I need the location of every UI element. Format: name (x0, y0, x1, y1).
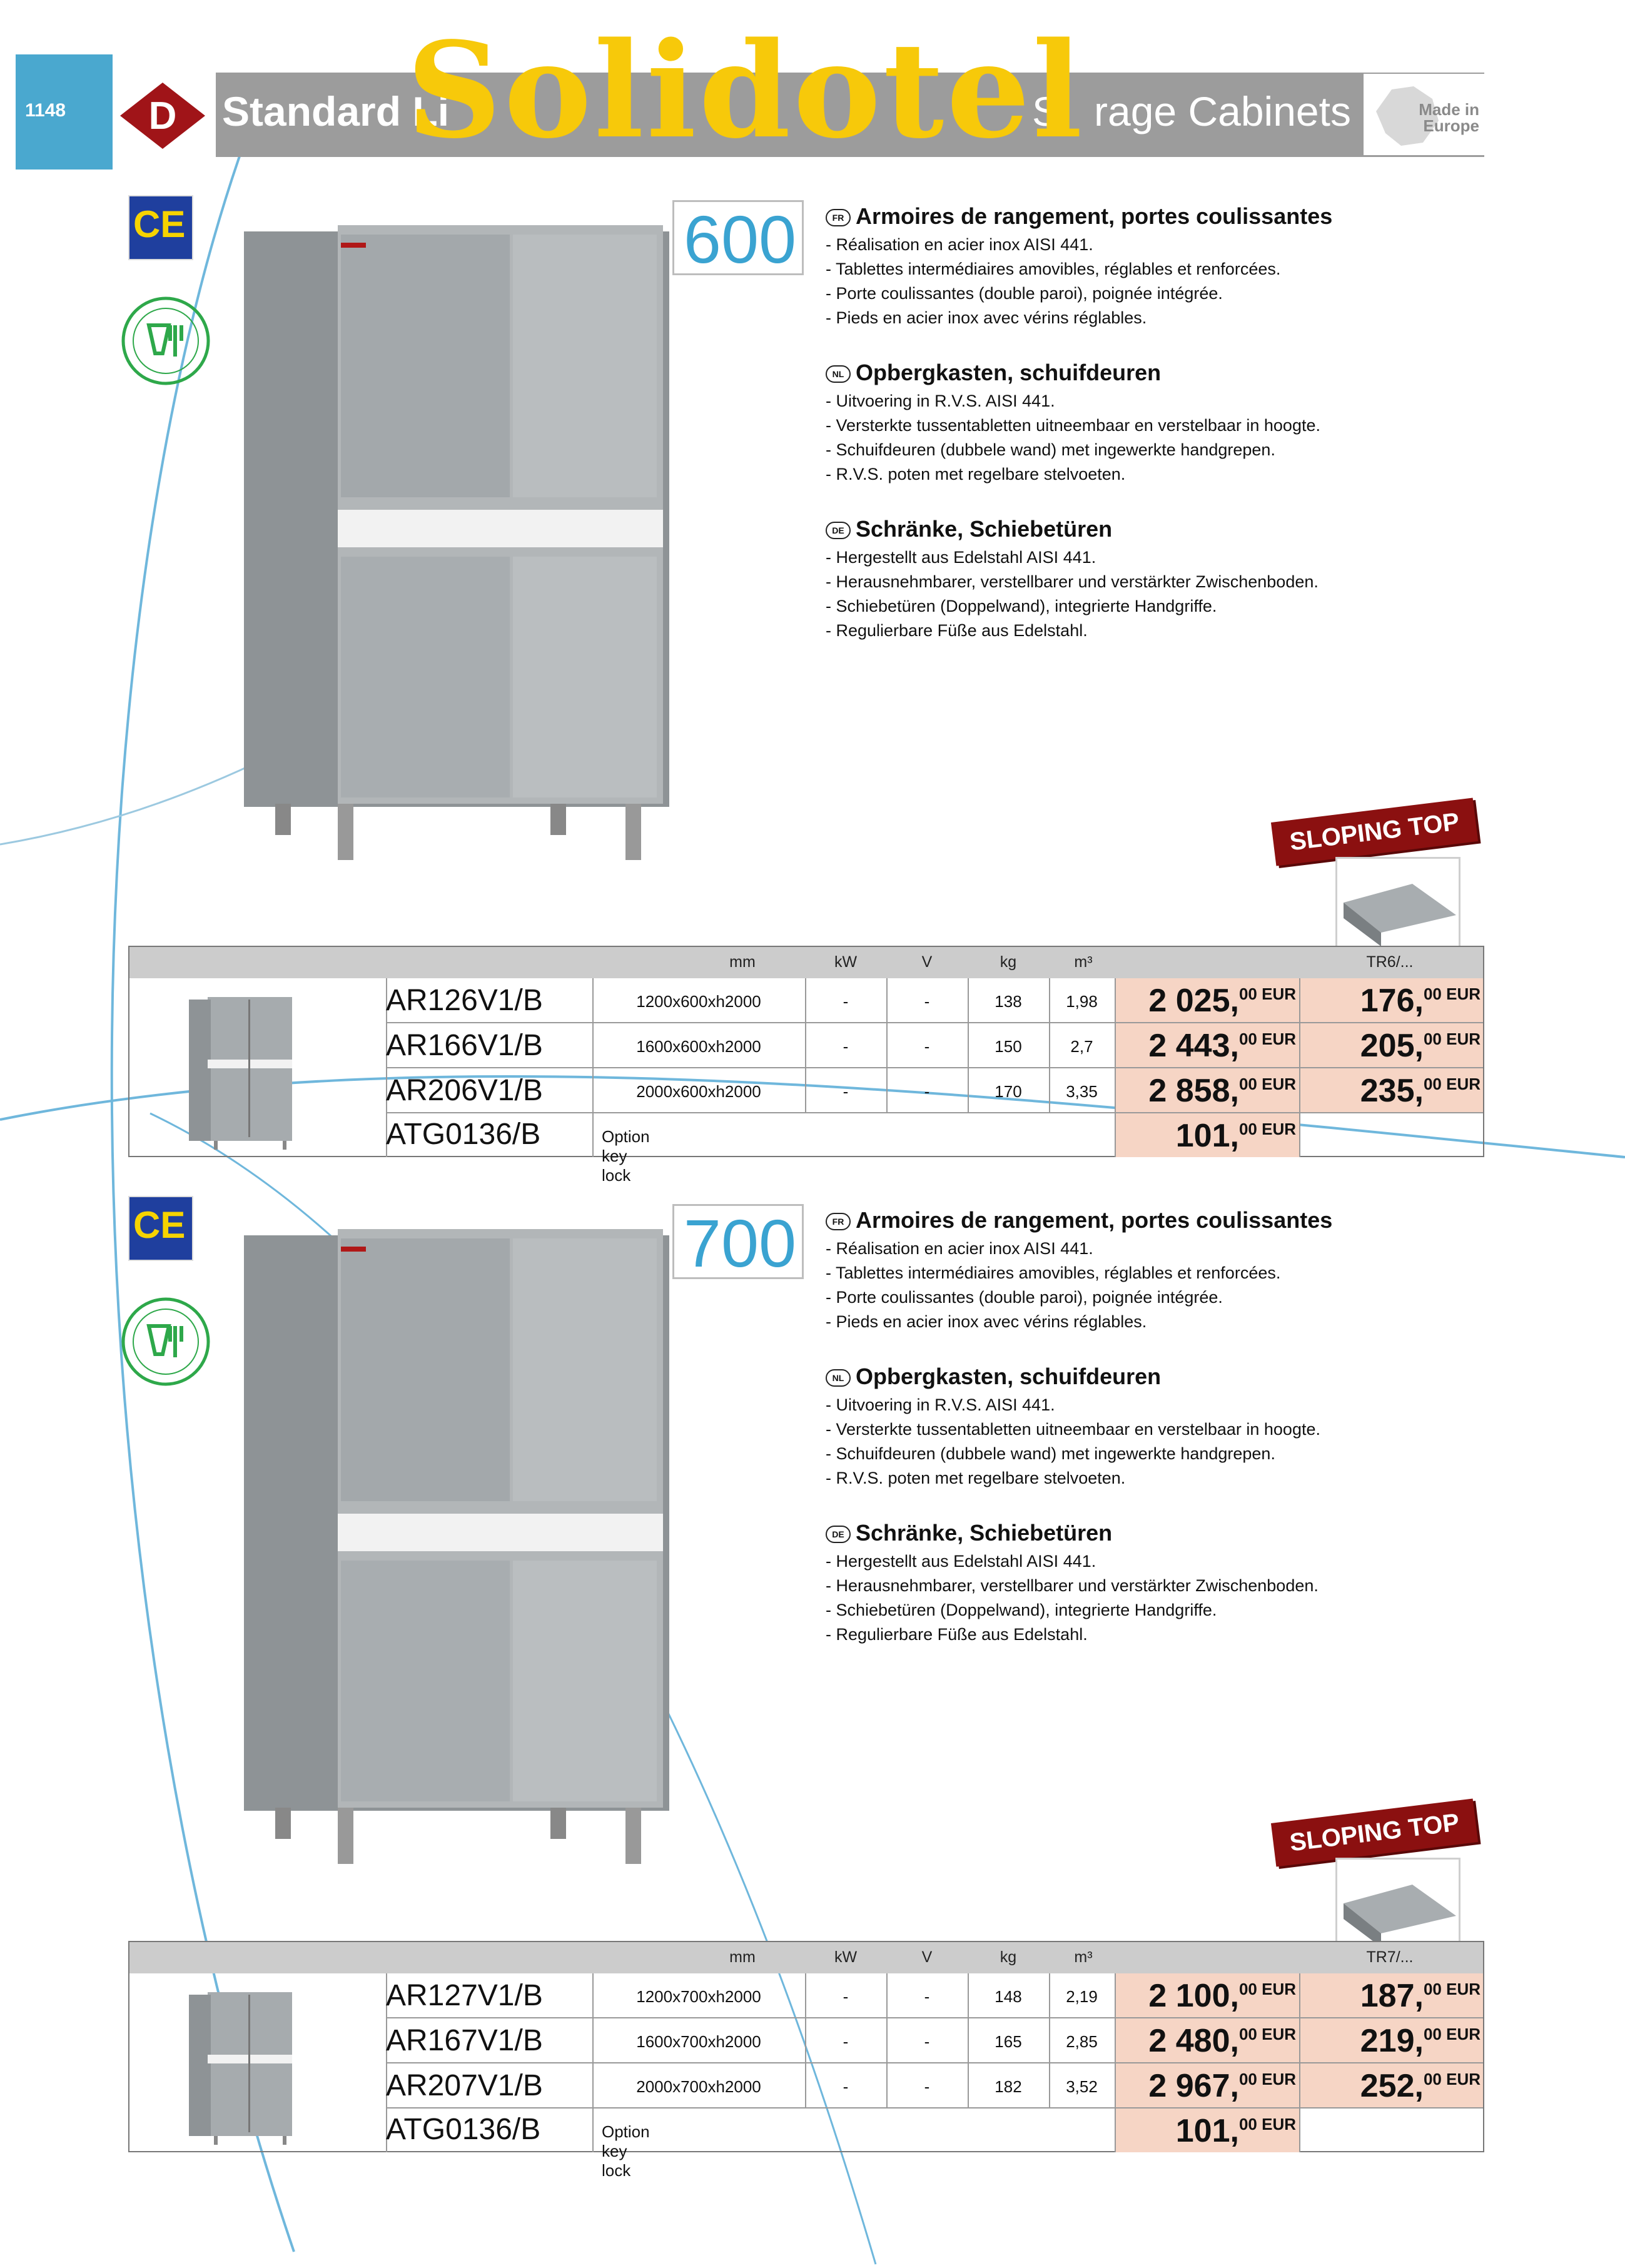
cell-kg: 138 (995, 992, 1022, 1011)
cell-v: - (924, 1082, 930, 1101)
cell-mm: 2000x600xh2000 (636, 1082, 761, 1101)
cell-kg: 170 (995, 1082, 1022, 1101)
cabinet-thumbnail (183, 1986, 295, 2150)
sloping-top-label: SLOPING TOP (1271, 1798, 1478, 1866)
brand-logo-icon (119, 81, 206, 150)
cell-mm: 1600x700xh2000 (636, 2032, 761, 2051)
cell-m3: 3,52 (1066, 2077, 1098, 2096)
price-decimal: 00 EUR (1238, 2025, 1296, 2043)
price-table (128, 946, 1484, 1185)
cell-kw: - (843, 1987, 849, 2006)
made-in-label: Made in Europe (1419, 100, 1479, 135)
option-price-decimal: 00 EUR (1423, 2070, 1481, 2088)
de-bullet: - Schiebetüren (Doppelwand), integrierte Handgriffe. (826, 597, 1217, 615)
fr-bullet: - Tablettes intermédiaires amovibles, réglables et renforcées. (826, 1263, 1281, 1282)
sloping-top-photo (1335, 857, 1460, 951)
price (1118, 982, 1296, 1020)
th-mm: mm (729, 1948, 756, 1966)
option-price-value: 176, (1360, 983, 1424, 1019)
sloping-top-icon (1337, 859, 1459, 949)
nl-bullet: - Schuifdeuren (dubbele wand) met ingewerkte handgrepen. (826, 440, 1275, 459)
food-safe-icon (119, 1295, 213, 1389)
option-price-value: 235, (1360, 1073, 1424, 1109)
cell-kw: - (843, 2077, 849, 2096)
option-price-value: 205, (1360, 1028, 1424, 1064)
cabinet-photo (238, 1210, 676, 1880)
cell-mm: 1200x600xh2000 (636, 992, 761, 1011)
de-bullets (826, 1549, 1319, 1647)
header-title-right: S rage Cabinets (1032, 88, 1351, 134)
fr-bullets (826, 233, 1280, 330)
nl-bullets (826, 1393, 1320, 1491)
price-decimal: 00 EUR (1238, 1030, 1296, 1048)
de-bullet: - Regulierbare Füße aus Edelstahl. (826, 621, 1088, 640)
nl-title: Opbergkasten, schuifdeuren (856, 360, 1162, 385)
price-decimal: 00 EUR (1238, 985, 1296, 1003)
cell-v: - (924, 992, 930, 1011)
option-price-decimal: 00 EUR (1423, 1030, 1481, 1048)
nl-bullet: - Versterkte tussentabletten uitneembaar en verstelbaar in hoogte. (826, 1420, 1320, 1439)
size-label: 700 (683, 1205, 797, 1281)
fr-flag-label: FR (826, 209, 851, 226)
cell-kg: 165 (995, 2032, 1022, 2051)
option-price (1302, 982, 1481, 1020)
sloping-top-icon (1337, 1860, 1459, 1950)
nl-heading (826, 1364, 1161, 1390)
size-label-box (672, 200, 804, 275)
th-m3: m³ (1074, 1948, 1093, 1966)
ce-mark-icon: CE (128, 1196, 193, 1261)
fr-bullet: - Tablettes intermédiaires amovibles, réglables et renforcées. (826, 260, 1281, 278)
price-value: 101, (1175, 2113, 1239, 2149)
cell-kw: - (843, 992, 849, 1011)
cell-kw: - (843, 1037, 849, 1056)
watermark: Solidotel (407, 13, 1085, 168)
price (1118, 1072, 1296, 1110)
price-decimal: 00 EUR (1238, 1075, 1296, 1093)
option-price-value: 187, (1360, 1978, 1424, 2014)
nl-flag-label: NL (826, 365, 851, 383)
th-kg: kg (1000, 1948, 1017, 1966)
option-price-value: 219, (1360, 2023, 1424, 2059)
sloping-top-photo (1335, 1858, 1460, 1952)
model-code: ATG0136/B (386, 2113, 541, 2146)
de-heading (826, 516, 1112, 542)
fr-bullet: - Réalisation en acier inox AISI 441. (826, 235, 1093, 254)
de-bullet: - Regulierbare Füße aus Edelstahl. (826, 1625, 1088, 1644)
th-mm: mm (729, 953, 756, 971)
price (1118, 1977, 1296, 2015)
th-kw: kW (834, 1948, 858, 1966)
option-price-decimal: 00 EUR (1423, 1075, 1481, 1093)
cell-m3: 2,85 (1066, 2032, 1098, 2051)
de-flag-label: DE (826, 522, 851, 539)
size-label: 600 (683, 201, 797, 277)
de-bullet: - Hergestellt aus Edelstahl AISI 441. (826, 1552, 1096, 1571)
price-table (128, 1941, 1484, 2180)
cell-kw: - (843, 1082, 849, 1101)
fr-title: Armoires de rangement, portes coulissantes (856, 203, 1333, 229)
size-label-box (672, 1204, 804, 1279)
option-price (1302, 1977, 1481, 2015)
cell-kg: 148 (995, 1987, 1022, 2006)
cell-m3: 2,7 (1070, 1037, 1093, 1056)
model-code: AR167V1/B (386, 2024, 543, 2057)
nl-heading (826, 360, 1161, 386)
cell-m3: 1,98 (1066, 992, 1098, 1011)
de-bullet: - Herausnehmbarer, verstellbarer und verstärkter Zwischenboden. (826, 572, 1319, 591)
de-title: Schränke, Schiebetüren (856, 1520, 1113, 1546)
option-label: Option key lock (602, 2122, 650, 2180)
de-bullet: - Schiebetüren (Doppelwand), integrierte Handgriffe. (826, 1601, 1217, 1619)
price (1118, 2022, 1296, 2060)
model-code: ATG0136/B (386, 1118, 541, 1151)
price-value: 2 967, (1148, 2068, 1239, 2104)
price-decimal: 00 EUR (1238, 2115, 1296, 2134)
nl-bullet: - Schuifdeuren (dubbele wand) met ingewerkte handgrepen. (826, 1444, 1275, 1463)
de-flag-label: DE (826, 1526, 851, 1543)
th-m3: m³ (1074, 953, 1093, 971)
fr-heading (826, 1207, 1332, 1233)
de-bullet: - Hergestellt aus Edelstahl AISI 441. (826, 548, 1096, 567)
de-bullets (826, 545, 1319, 643)
option-price (1302, 2067, 1481, 2105)
option-price-value: 252, (1360, 2068, 1424, 2104)
option-price-decimal: 00 EUR (1423, 2025, 1481, 2043)
sloping-top-label: SLOPING TOP (1271, 797, 1478, 866)
ce-mark-icon: CE (128, 195, 193, 260)
model-code: AR127V1/B (386, 1979, 543, 2012)
th-option: TR7/... (1366, 1948, 1414, 1966)
fr-title: Armoires de rangement, portes coulissantes (856, 1207, 1333, 1233)
model-code: AR126V1/B (386, 984, 543, 1017)
fr-bullet: - Porte coulissantes (double paroi), poignée intégrée. (826, 1288, 1223, 1307)
model-code: AR207V1/B (386, 2069, 543, 2102)
option-price-decimal: 00 EUR (1423, 1980, 1481, 1998)
fr-flag-label: FR (826, 1213, 851, 1230)
price-value: 2 100, (1148, 1978, 1239, 2014)
cell-v: - (924, 1987, 930, 2006)
price-value: 2 858, (1148, 1073, 1239, 1109)
cell-kg: 182 (995, 2077, 1022, 2096)
header-title-left: Standard Li (222, 88, 450, 134)
cabinet-photo (238, 206, 676, 876)
food-safe-icon (119, 294, 213, 388)
price-decimal: 00 EUR (1238, 1980, 1296, 1998)
nl-bullet: - Uitvoering in R.V.S. AISI 441. (826, 1395, 1055, 1414)
price-value: 2 443, (1148, 1028, 1239, 1064)
price (1118, 1117, 1296, 1155)
model-code: AR166V1/B (386, 1029, 543, 1062)
de-bullet: - Herausnehmbarer, verstellbarer und verstärkter Zwischenboden. (826, 1576, 1319, 1595)
price-value: 101, (1175, 1118, 1239, 1154)
price-decimal: 00 EUR (1238, 2070, 1296, 2088)
price (1118, 2112, 1296, 2150)
nl-bullet: - R.V.S. poten met regelbare stelvoeten. (826, 1469, 1126, 1487)
th-kw: kW (834, 953, 858, 971)
cell-mm: 2000x700xh2000 (636, 2077, 761, 2096)
fr-bullet: - Pieds en acier inox avec vérins réglables. (826, 1312, 1147, 1331)
option-price (1302, 2022, 1481, 2060)
option-price (1302, 1027, 1481, 1065)
nl-title: Opbergkasten, schuifdeuren (856, 1364, 1162, 1389)
page-number: 1148 (25, 100, 66, 121)
fr-bullets (826, 1237, 1280, 1334)
fr-heading (826, 203, 1332, 230)
option-price-decimal: 00 EUR (1423, 985, 1481, 1003)
de-heading (826, 1520, 1112, 1546)
nl-bullet: - R.V.S. poten met regelbare stelvoeten. (826, 465, 1126, 483)
cell-m3: 3,35 (1066, 1082, 1098, 1101)
nl-bullet: - Uitvoering in R.V.S. AISI 441. (826, 392, 1055, 410)
price-value: 2 480, (1148, 2023, 1239, 2059)
th-kg: kg (1000, 953, 1017, 971)
price-decimal: 00 EUR (1238, 1120, 1296, 1138)
option-label: Option key lock (602, 1127, 650, 1185)
th-v: V (921, 953, 933, 971)
fr-bullet: - Pieds en acier inox avec vérins réglables. (826, 308, 1147, 327)
cell-m3: 2,19 (1066, 1987, 1098, 2006)
brand-letter: D (148, 94, 177, 138)
option-price (1302, 1072, 1481, 1110)
price-value: 2 025, (1148, 983, 1239, 1019)
de-title: Schränke, Schiebetüren (856, 516, 1113, 542)
cabinet-thumbnail (183, 991, 295, 1155)
price (1118, 2067, 1296, 2105)
cell-v: - (924, 2077, 930, 2096)
cell-kg: 150 (995, 1037, 1022, 1056)
price (1118, 1027, 1296, 1065)
cell-v: - (924, 1037, 930, 1056)
th-v: V (921, 1948, 933, 1966)
nl-bullet: - Versterkte tussentabletten uitneembaar en verstelbaar in hoogte. (826, 416, 1320, 435)
fr-bullet: - Réalisation en acier inox AISI 441. (826, 1239, 1093, 1258)
th-option: TR6/... (1366, 953, 1414, 971)
fr-bullet: - Porte coulissantes (double paroi), poignée intégrée. (826, 284, 1223, 303)
cell-mm: 1200x700xh2000 (636, 1987, 761, 2006)
model-code: AR206V1/B (386, 1074, 543, 1107)
cell-kw: - (843, 2032, 849, 2051)
cell-v: - (924, 2032, 930, 2051)
cell-mm: 1600x600xh2000 (636, 1037, 761, 1056)
nl-flag-label: NL (826, 1369, 851, 1387)
nl-bullets (826, 389, 1320, 487)
